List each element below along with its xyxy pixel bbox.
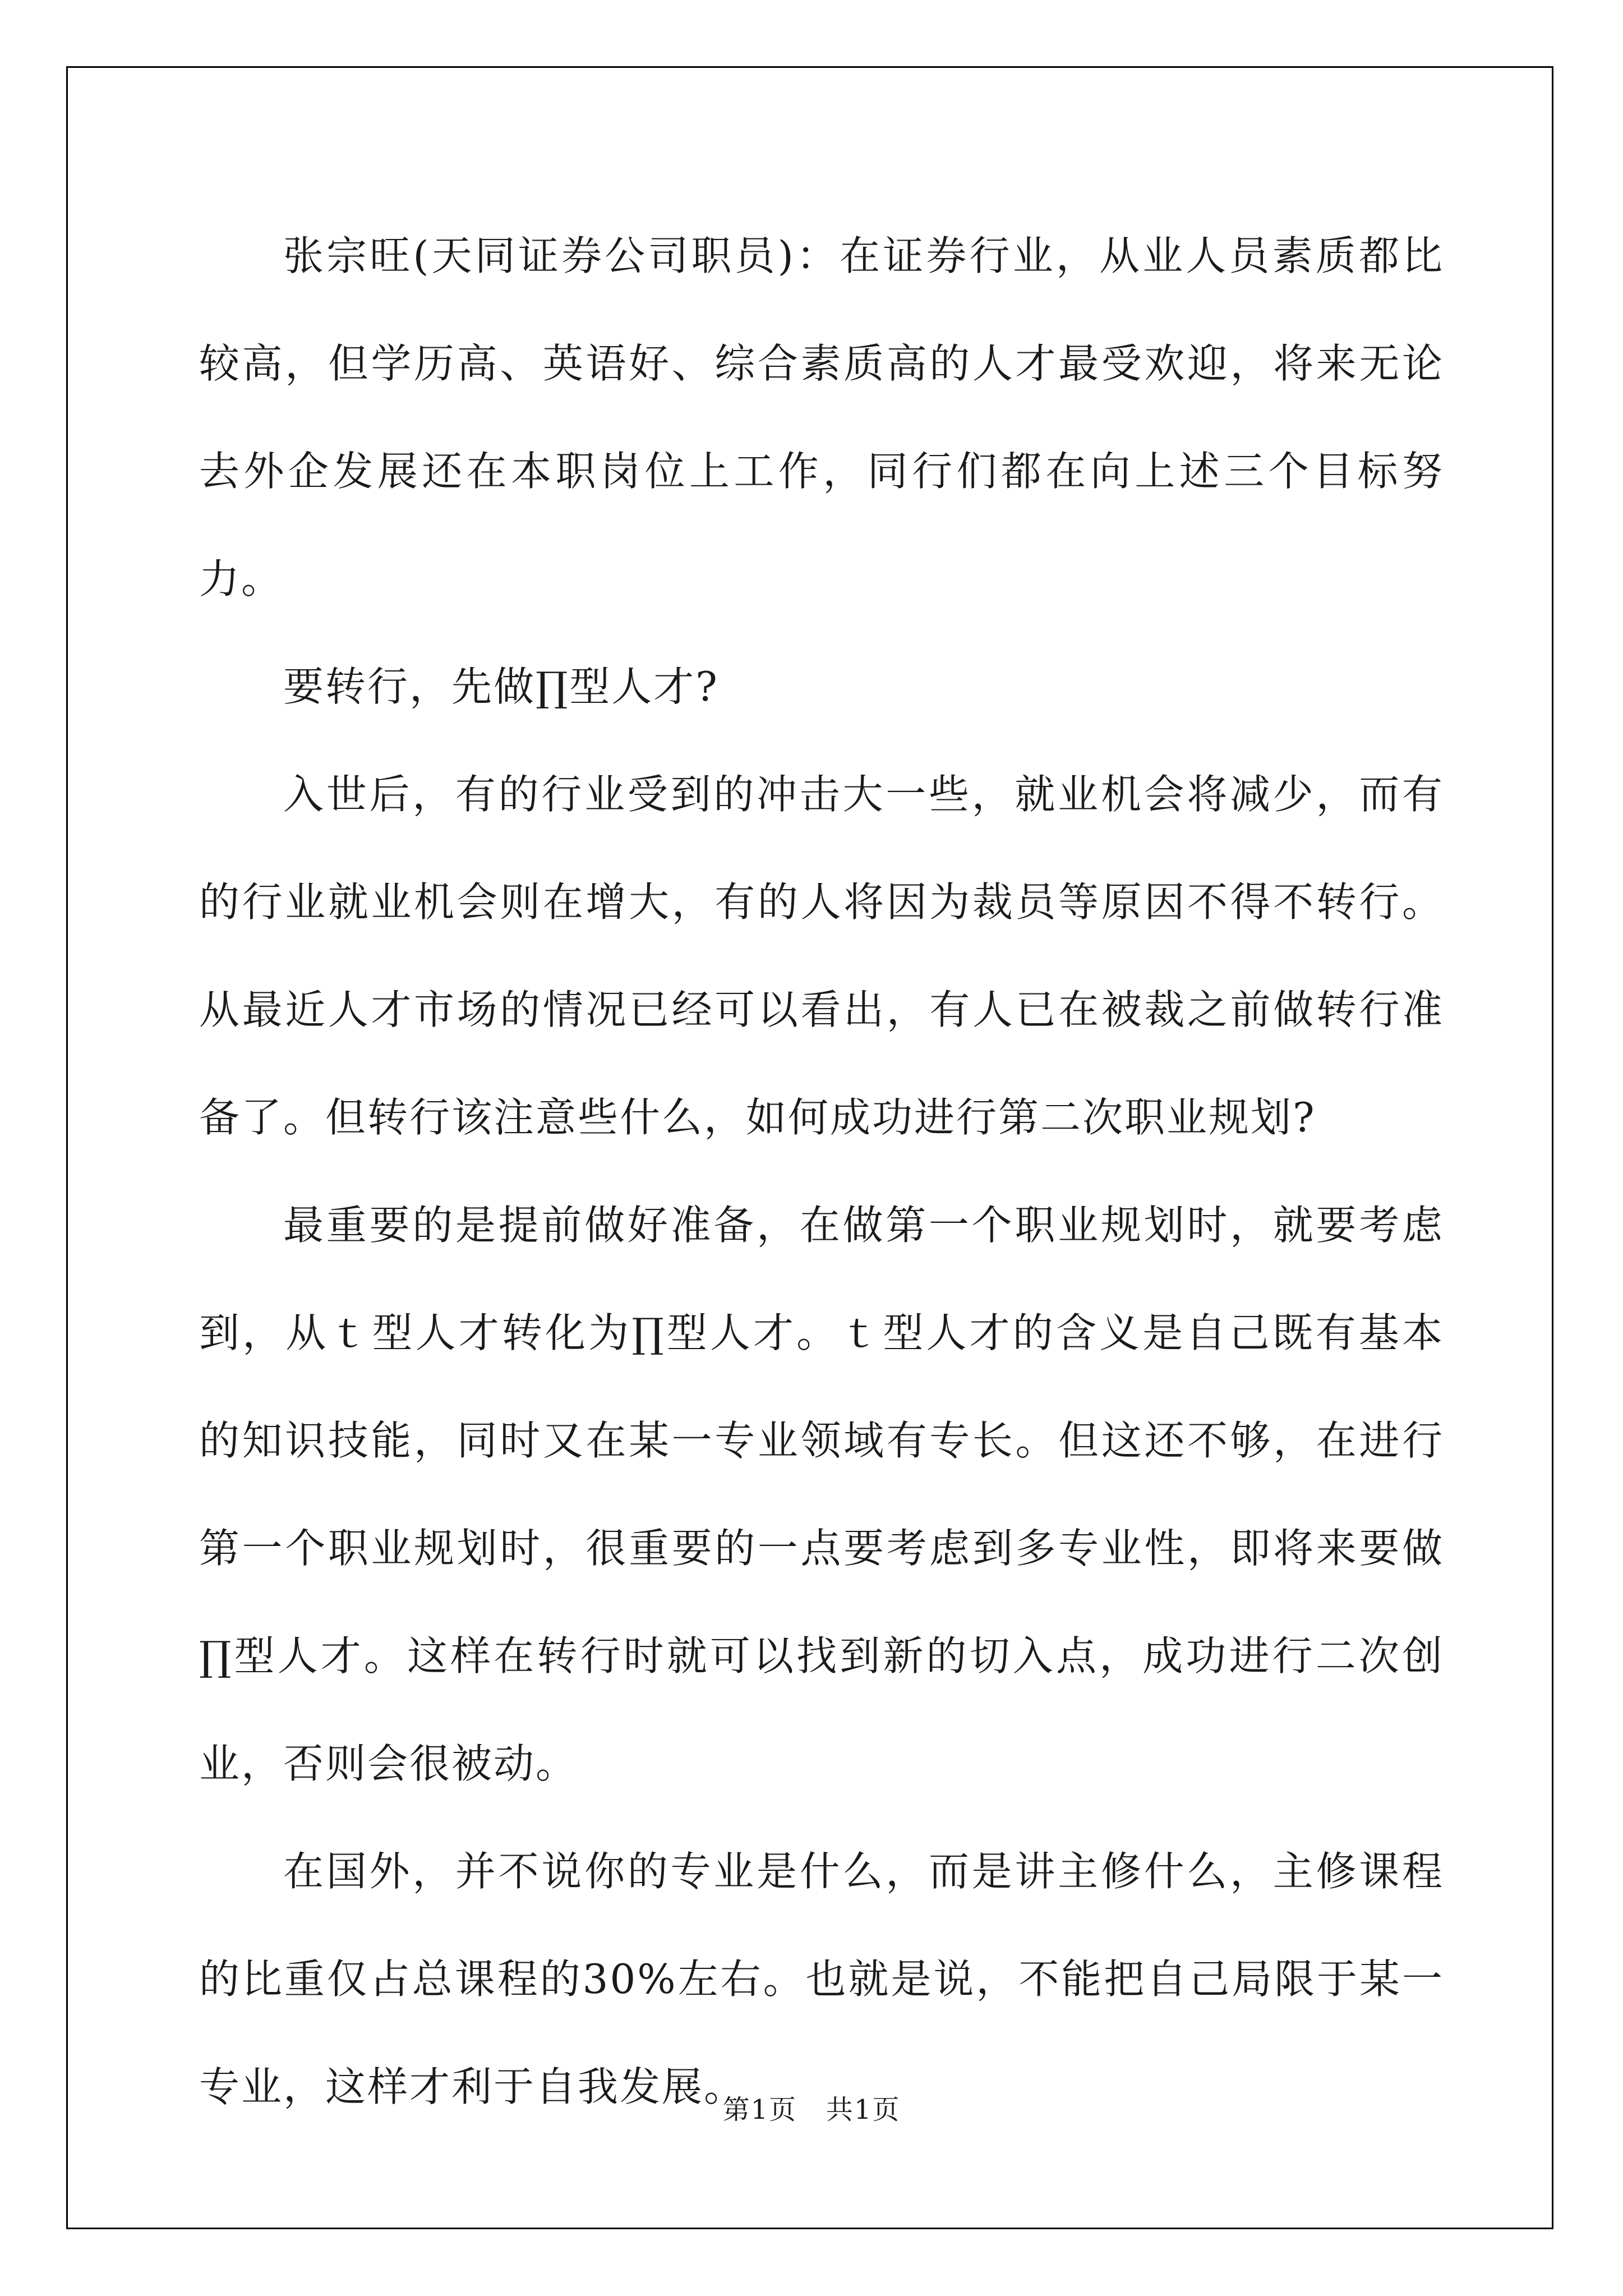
paragraph-1: 张宗旺(天同证券公司职员)：在证券行业，从业人员素质都比较高，但学历高、英语好、综合素质高的人才最受欢迎，将来无论去外企发展还在本职岗位上工作，同行们都在向上述三个目标努力。 [199, 232, 1444, 602]
page-footer [0, 2088, 1623, 2127]
page-number-total: 共1页 [826, 2094, 901, 2125]
paragraph-4: 最重要的是提前做好准备，在做第一个职业规划时，就要考虑到，从ｔ型人才转化为∏型人才。ｔ型人才的含义是自己既有基本的知识技能，同时又在某一专业领域有专长。但这还不够，在进行第一个职业规划时，很重要的一点要考虑到多专业性，即将来要做∏型人才。这样在转行时就可以找到新的切入点，成功进行二次创业，否则会很被动。 [199, 1202, 1444, 1787]
paragraph-2: 要转行，先做∏型人才? [283, 663, 719, 710]
page-number-current: 第1页 [722, 2094, 797, 2125]
footer-spacer [797, 2094, 826, 2125]
paragraph-3: 入世后，有的行业受到的冲击大一些，就业机会将减少，而有的行业就业机会则在增大，有的人将因为裁员等原因不得不转行。从最近人才市场的情况已经可以看出，有人已在被裁之前做转行准备了。但转行该注意些什么，如何成功进行第二次职业规划? [199, 771, 1444, 1141]
document-body [199, 202, 1444, 2141]
paragraph-5: 在国外，并不说你的专业是什么，而是讲主修什么，主修课程的比重仅占总课程的30%左右。也就是说，不能把自己局限于某一专业，这样才利于自我发展。 [199, 1848, 1444, 2110]
